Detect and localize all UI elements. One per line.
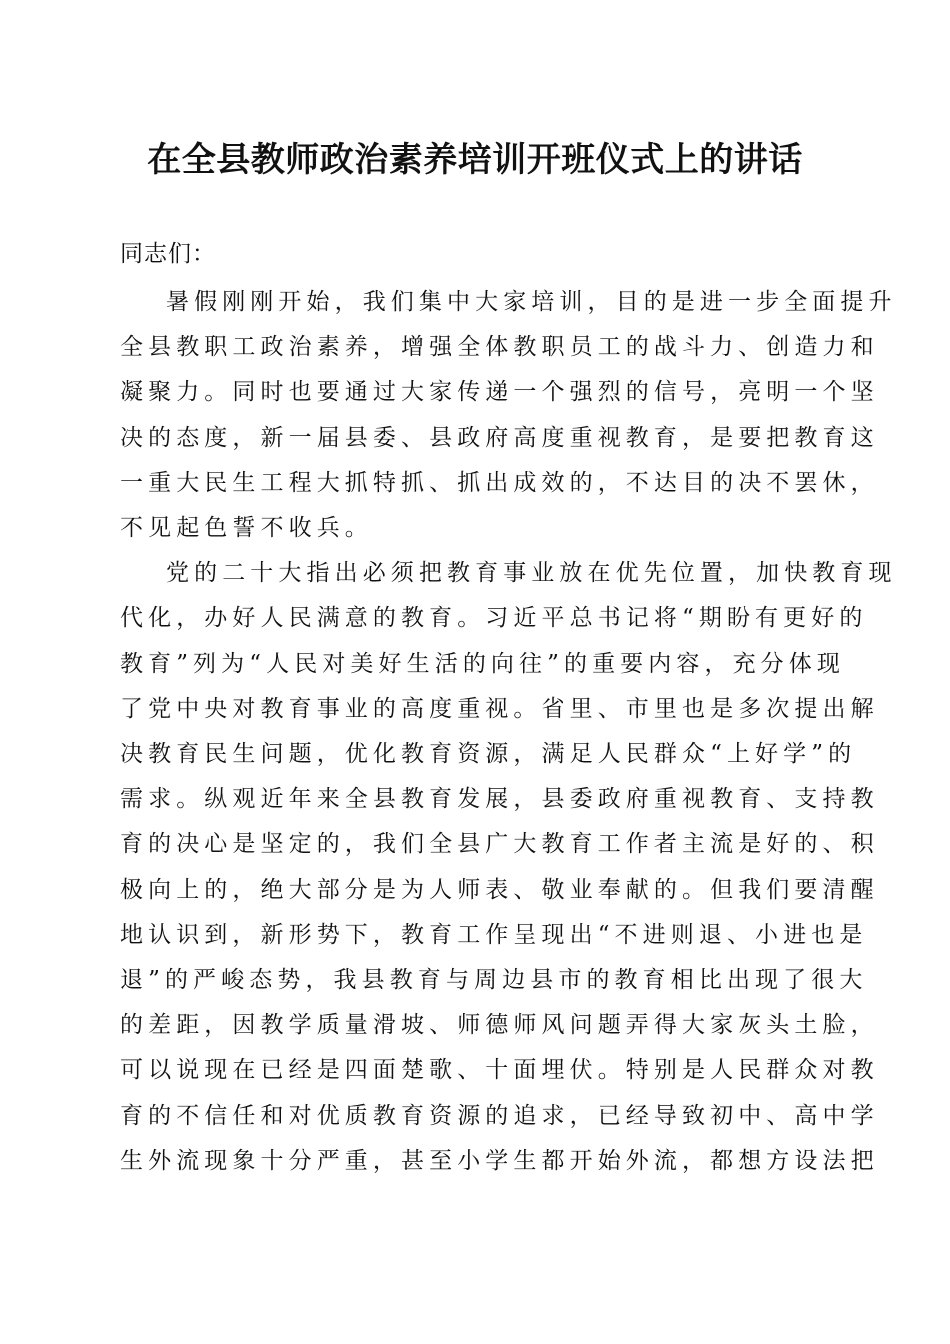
paragraph-line: 代化，办好人民满意的教育。习近平总书记将“期盼有更好的 [120, 605, 868, 632]
paragraph-line: 地认识到，新形势下，教育工作呈现出“不进则退、小进也是 [120, 921, 868, 948]
paragraph-2 [120, 551, 897, 1184]
paragraph-line: 育的决心是坚定的，我们全县广大教育工作者主流是好的、积 [120, 831, 879, 858]
paragraph-line: 了党中央对教育事业的高度重视。省里、市里也是多次提出解 [120, 695, 879, 722]
salutation: 同志们： [120, 241, 216, 267]
paragraph-line: 生外流现象十分严重，甚至小学生都开始外流，都想方设法把 [120, 1147, 879, 1174]
paragraph-line: 决的态度，新一届县委、县政府高度重视教育，是要把教育这 [120, 424, 879, 451]
paragraph-line: 一重大民生工程大抓特抓、抓出成效的，不达目的决不罢休， [120, 469, 879, 496]
paragraph-line: 决教育民生问题，优化教育资源，满足人民群众“上好学”的 [120, 741, 857, 768]
paragraph-line: 暑假刚刚开始，我们集中大家培训，目的是进一步全面提升 [166, 289, 897, 315]
paragraph-line: 可以说现在已经是四面楚歌、十面埋伏。特别是人民群众对教 [120, 1057, 879, 1084]
paragraph-line: 需求。纵观近年来全县教育发展，县委政府重视教育、支持教 [120, 786, 879, 813]
paragraph-1 [120, 280, 897, 551]
paragraph-line: 党的二十大指出必须把教育事业放在优先位置，加快教育现 [166, 560, 897, 587]
paragraph-line: 的差距，因教学质量滑坡、师德师风问题弄得大家灰头土脸， [120, 1012, 879, 1039]
paragraph-line: 育的不信任和对优质教育资源的追求，已经导致初中、高中学 [120, 1102, 879, 1129]
document-body [120, 228, 897, 1184]
paragraph-line: 凝聚力。同时也要通过大家传递一个强烈的信号，亮明一个坚 [120, 379, 879, 406]
document-title: 在全县教师政治素养培训开班仪式上的讲话 [147, 140, 803, 180]
paragraph-line: 退”的严峻态势，我县教育与周边县市的教育相比出现了很大 [120, 967, 868, 994]
paragraph-line: 不见起色誓不收兵。 [120, 515, 373, 542]
paragraph-line: 全县教职工政治素养，增强全体教职员工的战斗力、创造力和 [120, 334, 879, 361]
paragraph-line: 极向上的，绝大部分是为人师表、敬业奉献的。但我们要清醒 [120, 876, 879, 903]
paragraph-line: 教育”列为“人民对美好生活的向往”的重要内容，充分体现 [120, 650, 845, 677]
